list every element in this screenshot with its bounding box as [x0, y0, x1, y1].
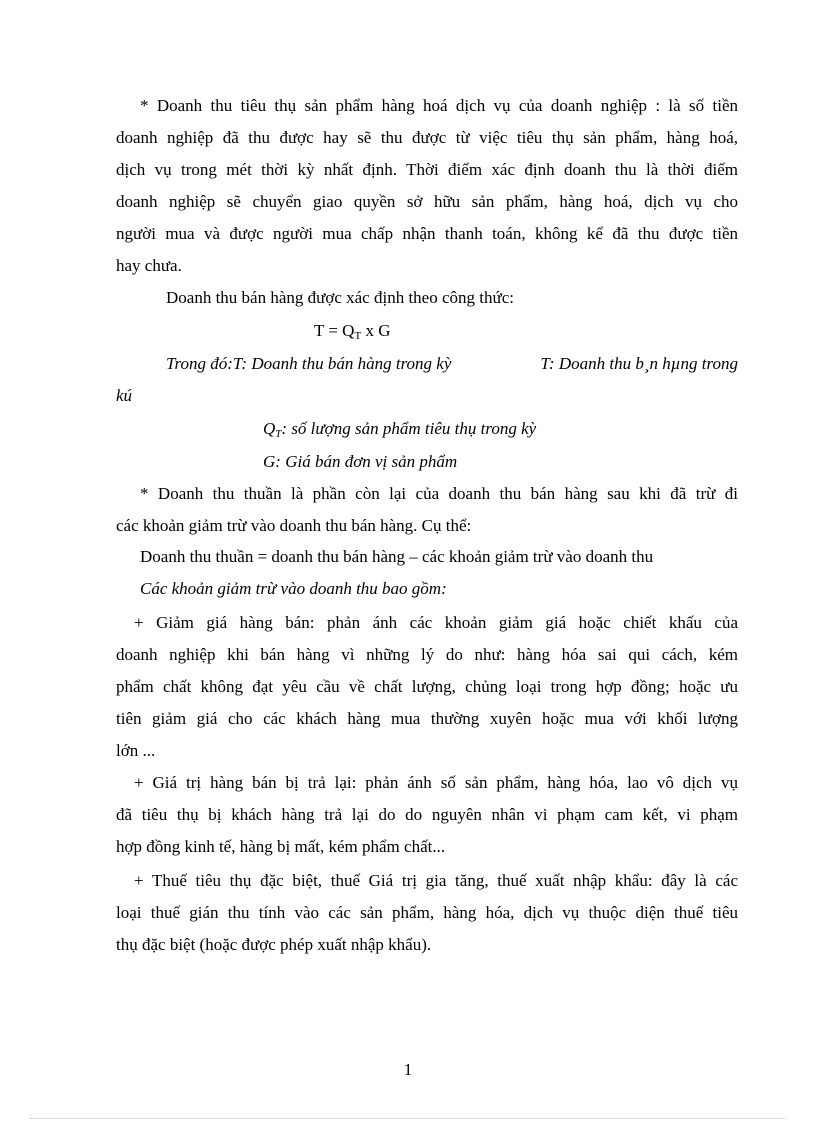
paragraph2-line4: Các khoản giảm trừ vào doanh thu bao gồm:	[140, 579, 447, 598]
legend-line2: kú	[116, 386, 133, 405]
paragraph1-line3: dịch vụ trong mét thời kỳ nhất định. Thời điểm xác định doanh thu là thời điểm	[116, 160, 738, 179]
paragraph2-line3: Doanh thu thuần = doanh thu bán hàng – các khoản giảm trừ vào doanh thu	[140, 547, 654, 566]
formula-subscript: T	[354, 330, 362, 342]
paragraph2-line1: * Doanh thu thuần là phần còn lại của doanh thu bán hàng sau khi đã trừ đi	[140, 484, 738, 503]
item3-line1: + Thuế tiêu thụ đặc biệt, thuế Giá trị gia tăng, thuế xuất nhập khẩu: đây là các	[134, 871, 738, 890]
item2-line3: hợp đồng kinh tế, hàng bị mất, kém phẩm chất...	[116, 837, 446, 856]
legend-price: G: Giá bán đơn vị sản phẩm	[263, 452, 458, 471]
legend-quantity	[263, 418, 663, 445]
legend-quantity-subscript: T	[275, 428, 282, 440]
paragraph1-line1: * Doanh thu tiêu thụ sản phẩm hàng hoá dịch vụ của doanh nghiệp : là số tiền	[140, 96, 738, 115]
item3-line2: loại thuế gián thu tính vào các sản phẩm, hàng hóa, dịch vụ thuộc diện thuế tiêu	[116, 903, 738, 922]
legend-line1-left: Trong đó:T: Doanh thu bán hàng trong kỳ	[166, 354, 452, 373]
item1-line4: tiên giảm giá cho các khách hàng mua thường xuyên hoặc mua với khối lượng	[116, 709, 738, 728]
paragraph1-line5: người mua và được người mua chấp nhận thanh toán, không kể đã thu được tiền	[116, 224, 738, 243]
paragraph2-line2: các khoản giảm trừ vào doanh thu bán hàng. Cụ thể:	[116, 516, 472, 535]
page-number: 1	[403, 1060, 413, 1079]
item1-line3: phẩm chất không đạt yêu cầu về chất lượng, chủng loại trong hợp đồng; hoặc ưu	[116, 677, 738, 696]
paragraph1-line4: doanh nghiệp sẽ chuyển giao quyền sở hữu sản phẩm, hàng hoá, dịch vụ cho	[116, 192, 738, 211]
legend-quantity-text: : số lượng sản phẩm tiêu thụ trong kỳ	[281, 419, 537, 438]
item3-line3: thụ đặc biệt (hoặc được phép xuất nhập khẩu).	[116, 935, 432, 954]
item2-line2: đã tiêu thụ bị khách hàng trả lại do do nguyên nhân vi phạm cam kết, vi phạm	[116, 805, 738, 824]
page-bottom-divider	[30, 1118, 786, 1119]
item1-line5: lớn ...	[116, 741, 156, 760]
formula	[314, 320, 514, 347]
legend-line1-right: T: Doanh thu b¸n hµng trong	[540, 354, 738, 373]
item2-line1: + Giá trị hàng bán bị trả lại: phản ánh số sản phẩm, hàng hóa, lao vô dịch vụ	[134, 773, 738, 792]
item1-line2: doanh nghiệp khi bán hàng vì những lý do như: hàng hóa sai qui cách, kém	[116, 645, 738, 664]
formula-lhs: T = Q	[314, 321, 355, 340]
formula-rhs: x G	[361, 321, 391, 340]
paragraph1-line2: doanh nghiệp đã thu được hay sẽ thu được từ việc tiêu thụ sản phẩm, hàng hoá,	[116, 128, 738, 147]
formula-intro: Doanh thu bán hàng được xác định theo công thức:	[166, 288, 514, 307]
item1-line1: + Giảm giá hàng bán: phản ánh các khoản giảm giá hoặc chiết khấu của	[134, 613, 738, 632]
paragraph1-line6: hay chưa.	[116, 256, 182, 275]
legend-quantity-symbol: Q	[263, 419, 276, 438]
